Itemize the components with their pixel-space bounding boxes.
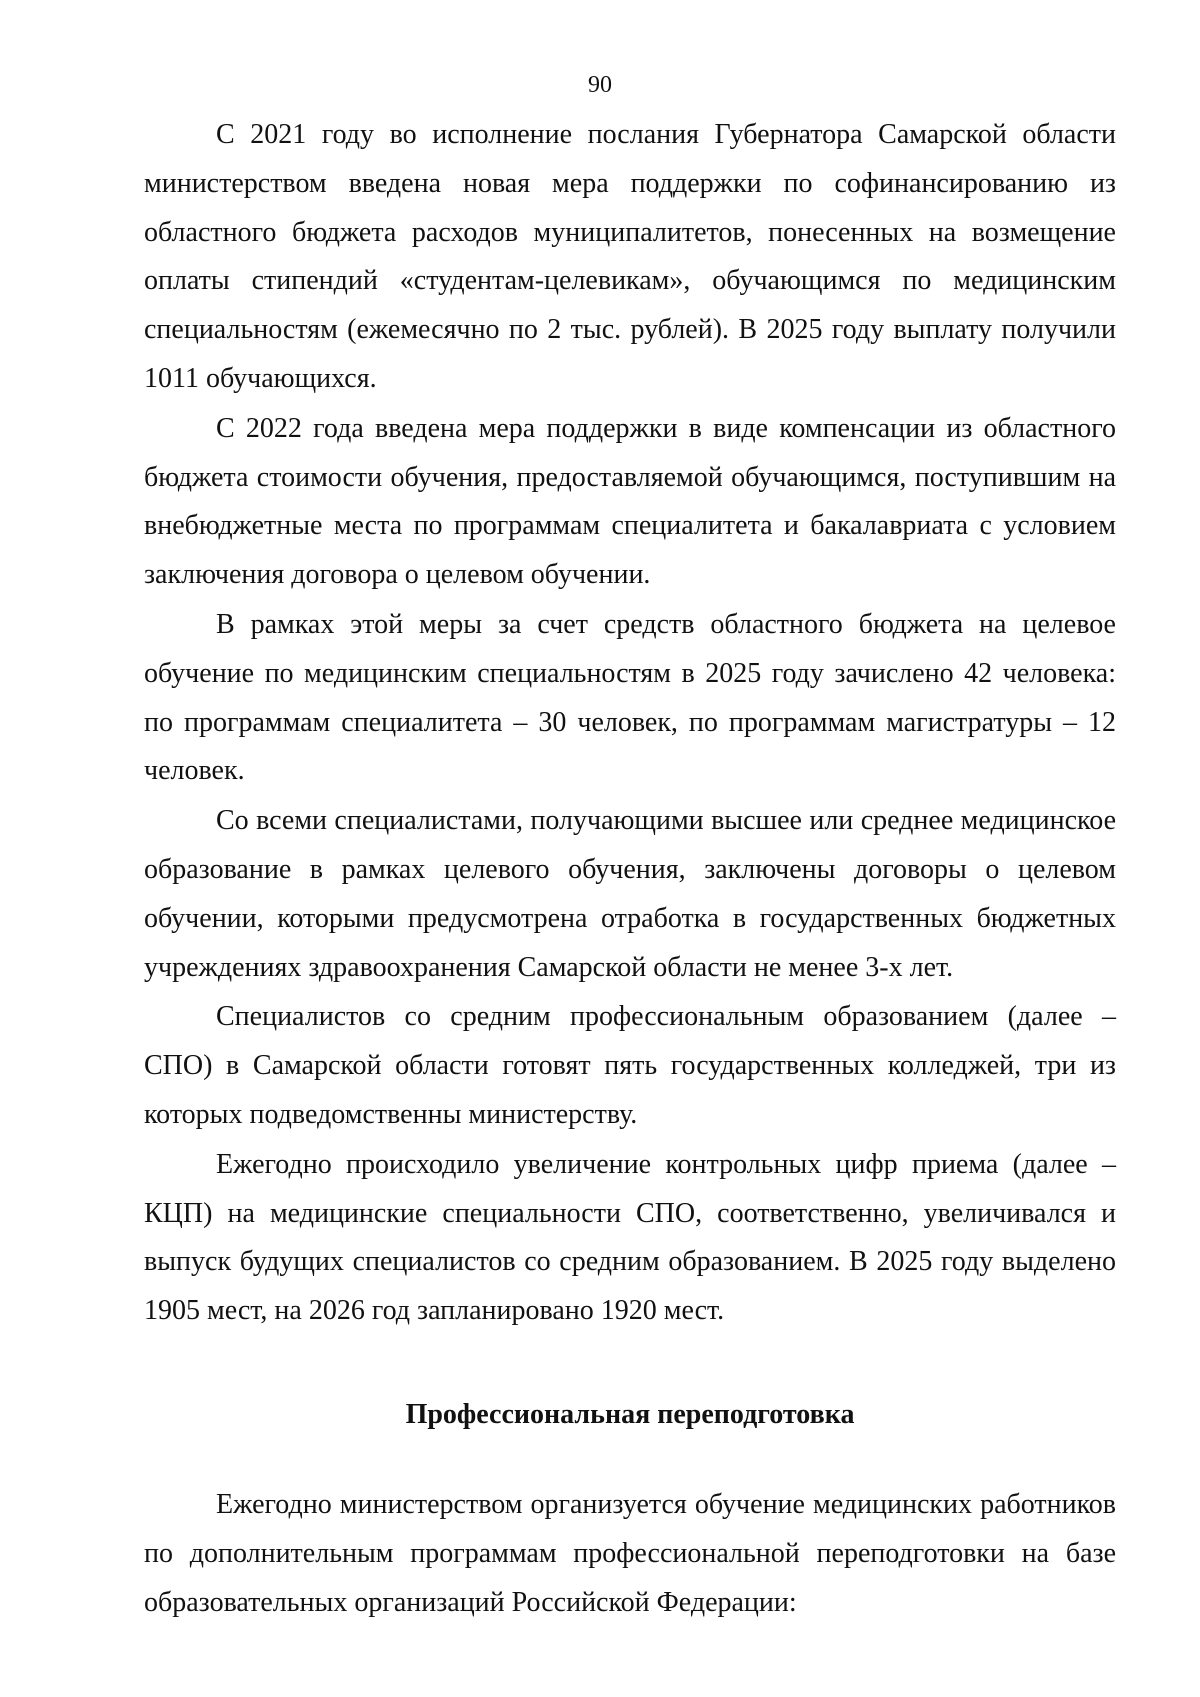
paragraph-targeted-enrollment: В рамках этой меры за счет средств областного бюджета на целевое обучение по медицинским специальностям в 2025 году зачислено 42 человека: по программам специалитета – 30 человек, по программам магистратуры – 12 человек. [144, 608, 1116, 787]
paragraph-tuition-compensation: С 2022 года введена мера поддержки в виде компенсации из областного бюджета стоимости обучения, предоставляемой обучающимся, поступившим на внебюджетные места по программам специалитета и бакалавриата с условием заключения договора о целевом обучении. [144, 412, 1116, 591]
body-text [144, 111, 1116, 1628]
paragraph-target-contracts: Со всеми специалистами, получающими высшее или среднее медицинское образование в рамках целевого обучения, заключены договоры о целевом обучении, которыми предусмотрена отработка в государственных бюджетных учреждениях здравоохранения Самарской области не менее 3-х лет. [144, 805, 1116, 983]
page-number: 90 [588, 72, 612, 98]
paragraph-spo-colleges: Специалистов со средним профессиональным образованием (далее – СПО) в Самарской области готовят пять государственных колледжей, три из которых подведомственны министерству. [144, 1001, 1116, 1130]
paragraph-kcp-increase: Ежегодно происходило увеличение контрольных цифр приема (далее – КЦП) на медицинские специальности СПО, соответственно, увеличивался и выпуск будущих специалистов со средним образованием. В 2025 году выделено 1905 мест, на 2026 год запланировано 1920 мест. [144, 1148, 1116, 1327]
paragraph-stipend-cofinancing: С 2021 году во исполнение послания Губернатора Самарской области министерством введена новая мера поддержки по софинансированию из областного бюджета расходов муниципалитетов, понесенных на возмещение оплаты стипендий «студентам-целевикам», обучающимся по медицинским специальностям (ежемесячно по 2 тыс. рублей). В 2025 году выплату получили 1011 обучающихся. [144, 119, 1116, 394]
section-heading: Профессиональная переподготовка [405, 1398, 855, 1430]
paragraph-professional-retraining: Ежегодно министерством организуется обучение медицинских работников по дополнительным программам профессиональной переподготовки на базе образовательных организаций Российской Федерации: [144, 1488, 1116, 1618]
